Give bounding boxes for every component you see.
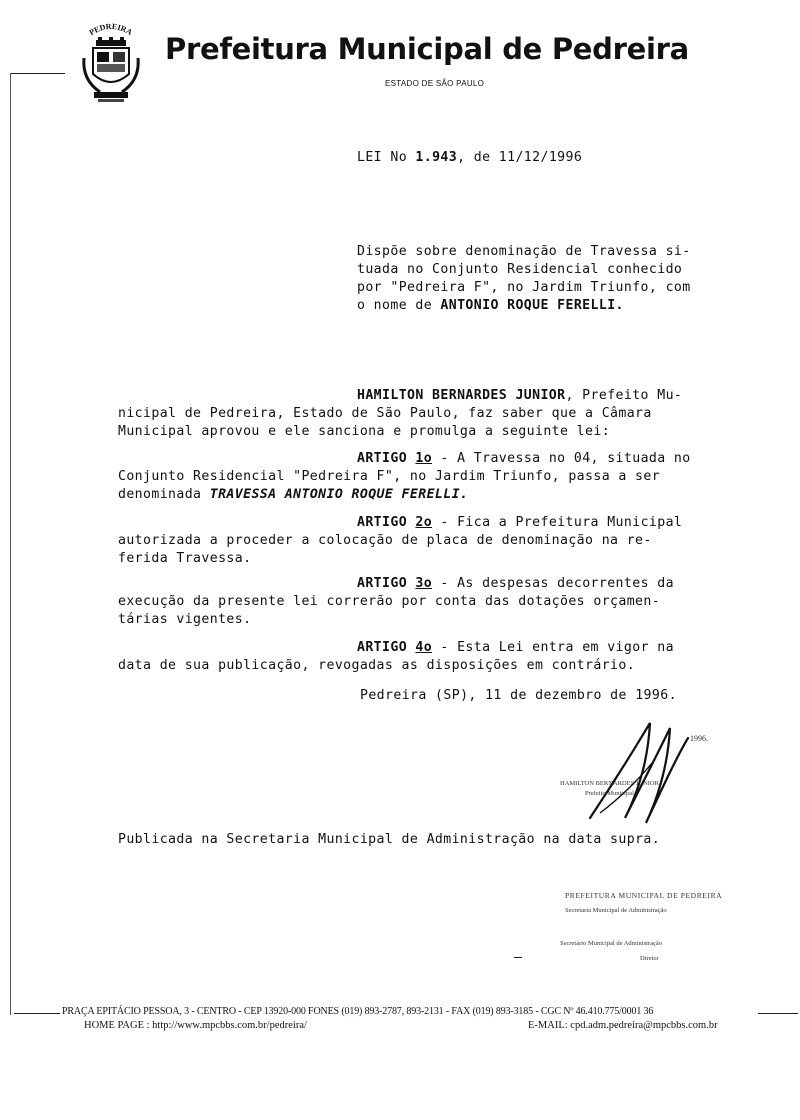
summary-line: tuada no Conjunto Residencial conhecido: [357, 262, 683, 277]
municipal-crest: [80, 18, 142, 104]
footer-address: PRAÇA EPITÁCIO PESSOA, 3 - CENTRO - CEP 13920-000 FONES (019) 893-2787, 893-2131 - FAX (019) 893-3185 - CGC Nº 46.410.775/0001 36: [62, 1006, 654, 1017]
summary-line: Dispõe sobre denominação de Travessa si-: [357, 244, 691, 259]
honoree-name: ANTONIO ROQUE FERELLI.: [440, 298, 624, 313]
article-label: ARTIGO: [357, 576, 408, 591]
summary-line: por "Pedreira F", no Jardim Triunfo, com: [357, 280, 691, 295]
summary-prefix: o nome de: [357, 298, 441, 313]
stamp-dash: [514, 957, 522, 958]
article-1-line: [357, 451, 691, 466]
article-number: 2o: [415, 515, 433, 530]
crest-text: PEDREIRA: [87, 21, 134, 38]
footer-homepage: HOME PAGE : http://www.mpcbbs.com.br/pedreira/: [84, 1020, 307, 1031]
signature-name: HAMILTON BERNARDES JUNIOR: [560, 780, 659, 787]
footer-line-left: [14, 1013, 60, 1014]
preamble-line: Municipal aprovou e ele sanciona e promulga a seguinte lei:: [118, 424, 611, 439]
article-4-line: [357, 640, 674, 655]
law-number: [357, 150, 582, 165]
mayor-name: HAMILTON BERNARDES JUNIOR: [357, 388, 566, 403]
article-4-line: data de sua publicação, revogadas as disposições em contrário.: [118, 658, 636, 673]
stamp-line: PREFEITURA MUNICIPAL DE PEDREIRA: [565, 891, 723, 900]
preamble-text: , Prefeito Mu-: [565, 388, 683, 403]
article-number: 3o: [415, 576, 433, 591]
stamp-line: Secretaria Municipal de Administração: [565, 907, 667, 914]
handwritten-signature: [580, 718, 700, 828]
article-label: ARTIGO: [357, 451, 408, 466]
publication-note: Publicada na Secretaria Municipal de Administração na data supra.: [118, 832, 661, 847]
page-title: Prefeitura Municipal de Pedreira: [165, 32, 689, 66]
article-1-line: Conjunto Residencial "Pedreira F", no Jardim Triunfo, passa a ser: [118, 469, 661, 484]
article-label: ARTIGO: [357, 640, 408, 655]
article-1-line: [118, 487, 468, 502]
place-date: Pedreira (SP), 11 de dezembro de 1996.: [360, 688, 677, 703]
frame-line-left: [10, 73, 11, 1015]
stamp-line: Secretário Municipal de Administração: [560, 940, 662, 947]
article-2-line: ferida Travessa.: [118, 551, 252, 566]
article-text: - As despesas decorrentes da: [432, 576, 674, 591]
article-number: 4o: [415, 640, 433, 655]
article-2-line: [357, 515, 682, 530]
state-subtitle: ESTADO DE SÃO PAULO: [385, 79, 485, 88]
svg-text:PEDREIRA: [88, 22, 134, 37]
article-text: denominada: [118, 487, 210, 502]
article-number: 1o: [415, 451, 433, 466]
footer-line-right: [758, 1013, 798, 1014]
signature-role: Prefeito Municipal: [585, 790, 634, 797]
preamble-line: [357, 388, 682, 403]
article-text: - Esta Lei entra em vigor na: [432, 640, 674, 655]
street-name: TRAVESSA ANTONIO ROQUE FERELLI.: [209, 487, 469, 502]
summary-line: [357, 298, 624, 313]
article-2-line: autorizada a proceder a colocação de placa de denominação na re-: [118, 533, 652, 548]
article-text: - Fica a Prefeitura Municipal: [432, 515, 683, 530]
article-3-line: tárias vigentes.: [118, 612, 252, 627]
article-3-line: [357, 576, 674, 591]
preamble-line: nicipal de Pedreira, Estado de São Paulo, faz saber que a Câmara: [118, 406, 652, 421]
footer-email: E-MAIL: cpd.adm.pedreira@mpcbbs.com.br: [528, 1020, 718, 1031]
article-label: ARTIGO: [357, 515, 408, 530]
law-date: , de 11/12/1996: [457, 150, 583, 165]
article-text: - A Travessa no 04, situada no: [432, 451, 691, 466]
signature-partial-right: 1996.: [690, 734, 708, 743]
law-prefix: LEI No: [357, 150, 408, 165]
law-number-value: 1.943: [415, 150, 458, 165]
frame-line-top: [10, 73, 65, 74]
article-3-line: execução da presente lei correrão por conta das dotações orçamen-: [118, 594, 661, 609]
stamp-line: Diretor: [640, 955, 659, 962]
